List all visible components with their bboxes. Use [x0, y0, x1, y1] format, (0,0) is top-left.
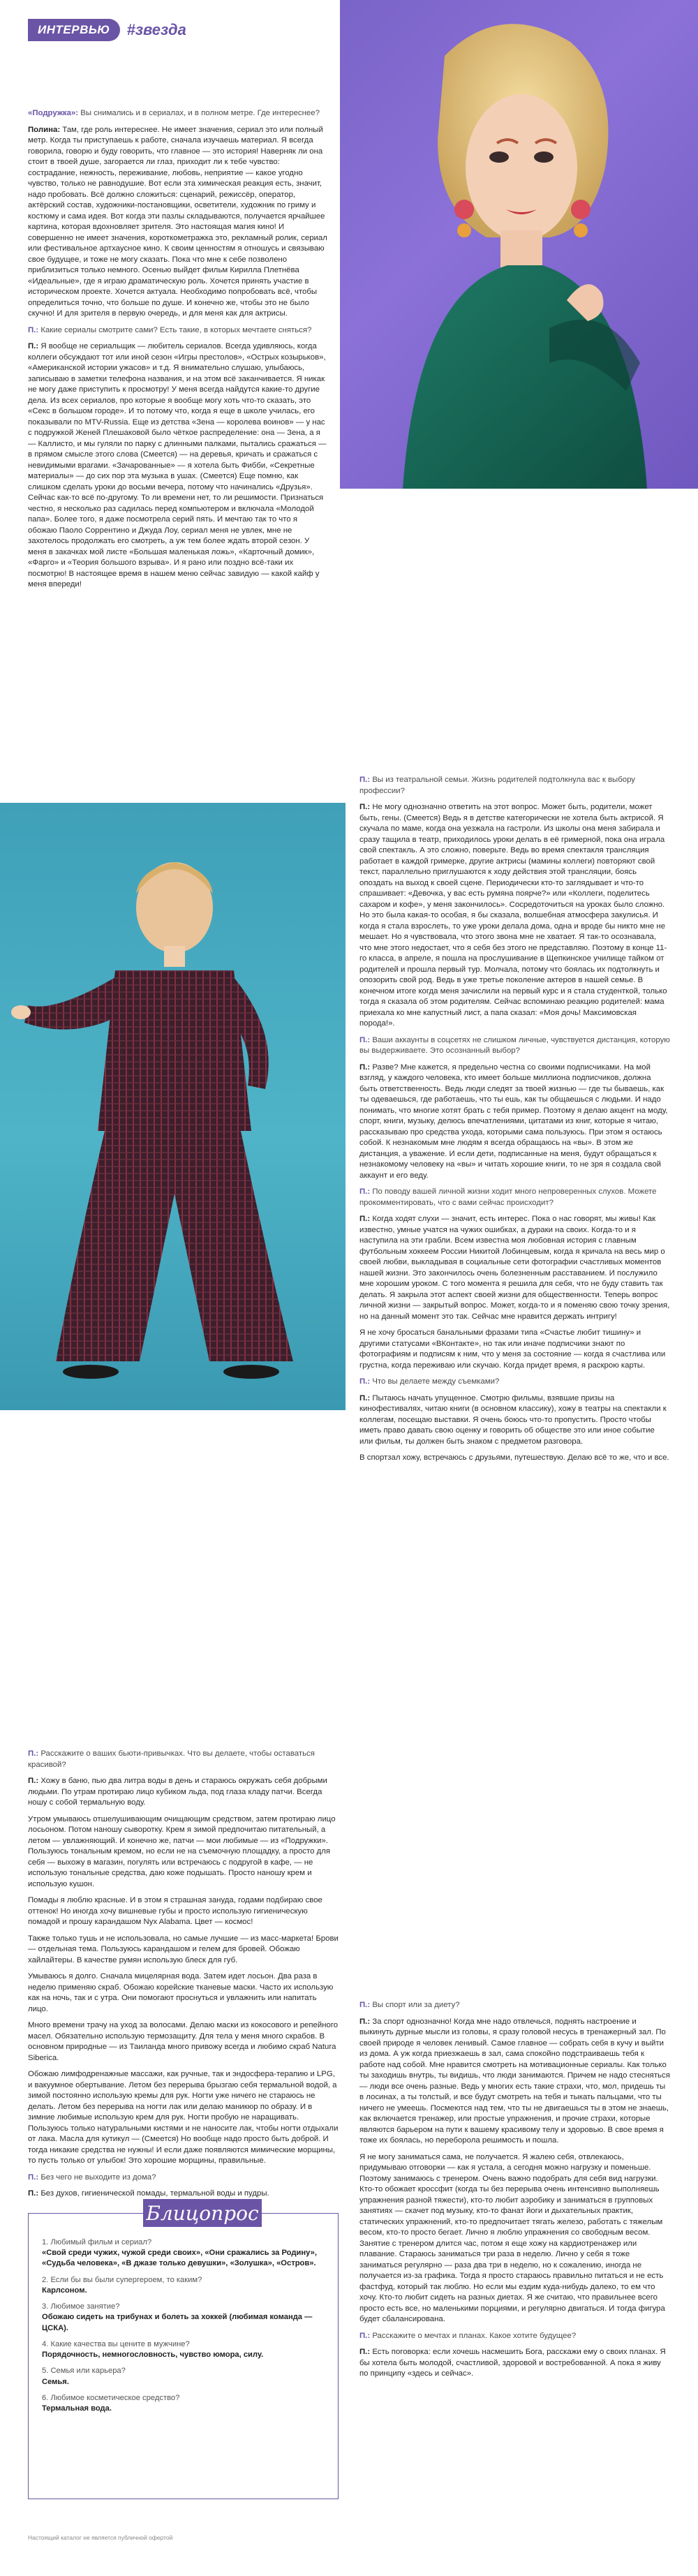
answer: П.: Пытаюсь начать упущенное. Смотрю фильмы, взявшие призы на кинофестивалях, читаю книги (в основном классику), хожу в театры на спектакли к коллегам, посещаю выставки. Я очень боюсь что-то пропустить. Просто чтобы иметь право давать свою оценку и говорить об обществе это или иное событие или фильм, ты должен быть знаком с предметом разговора.: [359, 1393, 667, 1446]
answer: П.: За спорт однозначно! Когда мне надо отвлечься, поднять настроение и выкинуть дурные мысли из головы, я сразу головой несусь в тренажерный зал. По своей природе я человек ленивый. Самое главное — собрать себя в кучу и выйти из дома. А уж когда приезжаешь в зал, сама спокойно подстраиваешь тебя к работе над собой. Мне нравится смотреть на мотивационные сериалы. Как только ты заходишь внутрь, ты видишь, что люди занимаются. Причем не надо стесняться — люди все очень разные. Ведь у многих есть такие страхи, что, мол, придешь ты в лосинах, а ты толстый, и все будут смотреть на тебя и тыкать пальцами, что ты ничего не умеешь. Посмеются над тем, что ты не двигаешься ты в этом не знаешь, как включается тренажер, или простые упражнения, и прочие страхи, которые являются барьером на пути к вашему красивому телу и здоровью. В свое время я тоже их боялась, но переборола решимость и пошла.: [359, 2017, 670, 2145]
paragraph: Обожаю лимфодренажные массажи, как ручные, так и эндосфера-терапию и LPG, и вакуумное обертывание. Летом без перерыва брызгаю себя термальной водой, а зимой постоянно использую кремы для рук. Ногти уже ничего не стараюсь не делать. Летом без перерыва на ногти лак или делаю маникюр по образу. И в зимние любимые использую крем для рук. Ногти пробую не наращивать. Пользуюсь только натуральными кистями и не наносите лак, чтобы ногти отдыхали от лака. Масла для кутикул — (Смеется) Но вообще надо просто быть доброй. И тогда никакие средства не нужны! И если даже появляются мимические морщины, то пусть только от улыбок! Это хорошие морщины, правильные.: [28, 2070, 339, 2165]
answer: П.: Разве? Мне кажется, я предельно честна со своими подписчиками. На мой взгляд, у каждого человека, кто имеет больше миллиона подписчиков, должна быть ответственность. Ведь люди следят за твоей жизнью — где ты бываешь, как ты одеваешься, где работаешь, что ты ешь, как ты общаешься с людьми. И надо понимать, что многие хотят брать с тебя пример. Поэтому я делаю акцент на моду, спорт, книги, музыку, делюсь впечатлениями, цитатами из книг, которые я читаю, рассказываю про средства ухода, которыми сама пользуюсь. При этом я остаюсь собой. К незнакомым мне людям я всегда обращаюсь на «вы». В этом же дистанция, а уважение. И если дети, подписанные на меня, будут обращаться к незнакомому человеку на «вы» и читать хорошие книги, то не зря я создала свой аккаунт и его веду.: [359, 1063, 668, 1180]
answer: П.: Хожу в баню, пью два литра воды в день и стараюсь окружать себя добрыми людьми. По утрам протираю лицо кубиком льда, под глаза кладу патчи. Всегда ношу с собой термальную воду.: [28, 1777, 327, 1807]
answer: П.: Не могу однозначно ответить на этот вопрос. Может быть, родители, может быть, гены. (Смеется) Ведь я в детстве категорически не хотела быть актрисой. Я скучала по маме, когда она уезжала на гастроли. Из школы она меня забирала и сразу тащила в театр, приходилось уроки делать в её гримерной, пока она играла свой спектакль. А это сложно, поверьте. Ведь во время спектакля трансляция работает в каждой гримерке, другие актрисы (мамины коллеги) повторяют свой текст, параллельно приглушаются к ходу действия этой трансляции, боясь опоздать на выход к своей сцене. Периодически кто-то заглядывает и что-то спрашивает: «Девочка, у вас есть румяна поярче?» или «Коллеги, поделитесь сахаром и кофе», у меня закончилось». Сосредоточиться на уроках было сложно. Но это была какая-то особая, я бы сказала, волшебная атмосфера закулисья. И когда я стала взрослеть, то уже уроки делала дома, одна и вроде бы никто мне не мешает. Но я чувствовала, что этого звона мне не хватает. Я так-то осознавала, что мне этого недостает, что я себя без этого не представляю. Поэтому в конце 11-го класса, в апреле, я пошла на прослушивание в Щепкинское училище тайком от родителей и прошла первый тур. Молчала, потому что боялась их подтолкнуть и опозорить свой род. Ведь в уже третье поколение актеров в нашей семье. В конечном итоге когда меня зачислили на первый курс и я стала студенткой, только тогда я сказала об этом родителям. Сейчас вспоминаю реакцию родителей: мама приехала ко мне капустный лист, а папа сказал: «Моя дочь! Максимовская порода!».: [359, 803, 667, 1028]
paragraph: Также только тушь и не использовала, но самые лучшие — из масс-маркета! Брови — отдельная тема. Пользуюсь карандашом и гелем для бровей. Обожаю хайлайтеры. В качестве румян использую блеск для губ.: [28, 1934, 339, 1964]
answer: П.: Когда ходят слухи — значит, есть интерес. Пока о нас говорят, мы живы! Как известно, умные учатся на чужих ошибках, а дураки на своих. Когда-то и я наступила на эти грабли. Всем известна моя любовная история с главным футбольным хоккеем России Никитой Лобинцевым, когда я кричала на весь мир о своей любви, выкладывая в социальные сети фотографии счастливых моментов нашей жизни. Это закончилось очень болезненным расставанием. И послужило мне хорошим уроком. С того момента я решила для себя, что не буду ставить так делать. Я закрыла этот аспект своей жизни для общественности. Теперь вопрос личной жизни — закрытый вопрос. Может, когда-то и я поменяю свою точку зрения, но на данный момент это так. Сейчас мне нравится держать интригу!: [359, 1215, 670, 1321]
section-hashtag: #звезда: [126, 21, 186, 38]
paragraph: Помады я люблю красные. И в этом я страшная зануда, годами подбираю свое оттенок! Но иногда хочу вишневые губы и просто использую гигиеническую помадой и прошу карандашом Nyx Alabama. Цвет — космос!: [28, 1896, 322, 1926]
fullbody-photo: [0, 803, 346, 1410]
answer: П.: Есть поговорка: если хочешь насмешить Бога, расскажи ему о своих планах. Я бы хотела быть молодой, счастливой, здоровой и востребованной. А пока я живу по принципу «здесь и сейчас».: [359, 2348, 666, 2378]
blitz-item: 1. Любимый фильм и сериал? «Свой среди чужих, чужой среди своих», «Они сражались за Родину», «Судьба человека», «В джазе только девушки», «Золушка», «Остров».: [42, 2238, 317, 2268]
blitz-list: [42, 2237, 325, 2420]
paragraph: Умываюсь я долго. Сначала мицелярная вода. Затем идет лосьон. Два раза в неделю применяю скраб. Обожаю корейские тканевые маски. Часто их использую как на ночь, так и с утра. Они помогают проснуться и увлажнить или напитать лицо.: [28, 1972, 334, 2013]
question: П.: Расскажите о мечтах и планах. Какое хотите будущее?: [359, 2331, 577, 2340]
answer: П.: Я вообще не сериальщик — любитель сериалов. Всегда удивляюсь, когда коллеги обсуждают тот или иной сезон «Игры престолов», «Острых козырьков», «Американской истории ужасов» и т.д. Я внимательно слушаю, улыбаюсь, записываю в заметки телефона названия, и на этом всё заканчивается. Я никак не могу даже приступить к просмотру! У меня всегда найдутся какие-то другие дела. Из всех сериалов, про которые я вообще могу хоть что-то сказать, это «Секс в большом городе». И то потому что, когда я еще в школе училась, его показывали по MTV-Russia. Еще из детства «Зена — королева воинов» — у нас с подружкой Женей Плешаковой было чёткое распределение: она — Зена, а я — Каллисто, и мы гуляли по парку с длинными палками, пытались сражаться — в прямом смысле этого слова (Смеется) — на деревья, кричать и сражаться с невидимыми врагами. «Зачарованные» — я хотела быть Фибби, «Секретные материалы» — до сих пор эта музыка в ушах. (Смеется) Еще помню, как слишком сделать уроки до восьми вечера, потому что начинались «Друзья». Сейчас как-то всё по-другому. То ли времени нет, то ли решимости. Признаться честно, я несколько раз садилась перед компьютером и включала «Молодой папа». Более того, я даже посмотрела серий пять. И мечтаю так то что я обожаю Паоло Соррентино и Джуда Лоу, сериал меня не увлек, мне не захотелось продолжать его смотреть, а уж тем более ждать второй сезон. У меня в закачках мой листе «Большая маленькая ложь», «Карточный домик», «Фарго» и «Теория большого взрыва». И я рано или поздно всё-таки их посмотрю! В настоящее время в нашем меню сейчас завидую — какой кайф у меня впереди!: [28, 342, 327, 589]
paragraph: Я не могу заниматься сама, не получается. Я жалею себя, отвлекаюсь, придумываю отговорки — как я устала, а сегодня можно нагрузку и поменьше. Поэтому занимаюсь с тренером. Очень важно подобрать для себя вид нагрузки. Кто-то обожает кроссфит (когда ты без перерыва очень интенсивно выполняешь упражнения разной тяжести), кто-то любит аэробику и заниматься в групповых занятиях — скачет под музыку, кто-то фанат йоги и дыхательных практик, статических упражнений, кто-то предпочитает тягать железо, работать с тяжелым весом, кто-то просто бегает. Лично я люблю упражнения со свободным весом. Занятие с тренером длится час, потом я еще хожу на кардиотренажер или плавание. Стараюсь заниматься три раза в неделю. Лично у себя я тоже заниматься регулярно — раза два три в неделю, но к сожалению, иногда не получается из-за графика. Тогда я просто стараюсь правильно питаться и не есть фастфуд, который так люблю. Но если мы ездим куда-нибудь далеко, то ем что хочу. Кто-то любит сидеть на разных диетах. Я же считаю, что правильнее всего просто есть все, но маленькими порциями, и регулярно двигаться. И тогда фигура будет сбалансирована.: [359, 2152, 665, 2323]
text-column-2: [359, 775, 670, 1470]
paragraph: Я не хочу бросаться банальными фразами типа «Счастье любит тишину» и другими статусами «ВКонтакте», но так или иначе подписчики знают по фотографиям и подписям к ним, что у меня за состояние — когда я счастлива или грустна, когда переживаю или скучаю. Когда придет время, я раскрою карты.: [359, 1328, 666, 1370]
paragraph: Много времени трачу на уход за волосами. Делаю маски из кокосового и репейного масел. Обязательно использую термозащиту. Для тела у меня много скрабов. В основном природные — из Таиланда много привожу всегда и любимо скраб Natura Siberica.: [28, 2021, 339, 2062]
blitz-title: Блицопрос: [143, 2199, 262, 2227]
question: П.: Расскажите о ваших бьюти-привычках. Что вы делаете, чтобы оставаться красивой?: [28, 1749, 315, 1769]
question: П.: По поводу вашей личной жизни ходит много непроверенных слухов. Можете прокомментировать, что с вами сейчас происходит?: [359, 1187, 657, 1207]
blitz-item: 2. Если бы вы были супергероем, то каким? Карлсоном.: [42, 2275, 202, 2295]
text-column-4: [359, 2000, 670, 2385]
answer: Полина: Там, где роль интереснее. Не имеет значения, сериал это или полный метр. Когда ты приступаешь к работе, сначала изучаешь материал. Я всегда говорила, говорю и буду говорить, что главное — это история! Наверняк ли она стоит в твоей душе, загорается ли глаз, приходит ли к тебе чувство: сострадание, нежность, переживание, любовь, неприятие — какое угодно чувство, только не равнодушие. Вот если эта химическая реакция есть, значит, надо пробовать. Всё должно сложиться: сценарий, режиссёр, оператор, актёрский состав, художники-постановщики, осветители, художник по гриму и костюму и сама идея. Вот когда эти пазлы складываются, получается ярчайшее картина, которая вдохновляет зрителя. Это настоящая магия кино! И совершенно не имеет значения, короткометражка это, рекламный ролик, сериал или фестивальное артхаусное кино. К своим ценностям я отношусь и связываю свое будущее, и тоже не могу сказать. Пока что мне к себе позволено приблизиться только немного. Осенью выйдет фильм Кирилла Плетнёва «Идеальные», где я играю драматическую роль. Хочется принять участие в историческом проекте. Хочется актуала. Необходимо попробовать всё, чтобы определиться точно, что больше по душе. И конечно же, чтобы это не было скучно! И для зрителя в первую очередь, и для меня как для актрисы.: [28, 125, 327, 318]
question: П.: Без чего не выходите из дома?: [28, 2172, 156, 2182]
section-header: [28, 20, 186, 40]
question: «Подружка»: Вы снимались и в сериалах, и в полном метре. Где интереснее?: [28, 109, 320, 117]
question: П.: Вы из театральной семьи. Жизнь родителей подтолкнула вас к выбору профессии?: [359, 776, 635, 795]
question: П.: Какие сериалы смотрите сами? Есть такие, в которых мечтаете сняться?: [28, 325, 312, 334]
text-column-1: [28, 108, 328, 596]
section-badge: ИНТЕРВЬЮ: [28, 19, 120, 41]
paragraph: Утром умываюсь отшелушивающим очищающим средством, затем протираю лицо лосьоном. Потом наношу сыворотку. Крем я зимой предпочитаю питательный, а летом — увлажняющий. И конечно же, патчи — мои любимые — из «Подружки». Пользуюсь тональным кремом, но если не на съемочную площадку, а просто для себя — выхожу в магазин, погулять или встречаюсь с подругой в кафе, — не использую тональные средства, даю коже подышать. Просто наношу крем и использую кушон.: [28, 1814, 336, 1888]
answer: П.: Без духов, гигиенической помады, термальной воды и пудры.: [28, 2189, 269, 2198]
question: П.: Что вы делаете между съемками?: [359, 1377, 500, 1386]
paragraph: В спортзал хожу, встречаюсь с друзьями, путешествую. Делаю всё то же, что и все.: [359, 1453, 669, 1462]
portrait-photo: [340, 0, 698, 489]
footer-disclaimer: Настоящий каталог не является публичной офертой: [28, 2534, 173, 2541]
blitz-item: 5. Семья или карьера? Семья.: [42, 2367, 126, 2386]
blitz-item: 3. Любимое занятие? Обожаю сидеть на трибунах и болеть за хоккей (любимая команда — ЦСКА).: [42, 2302, 313, 2332]
portrait-illustration: [340, 0, 698, 489]
blitz-item: 4. Какие качества вы цените в мужчине? Порядочность, немногословность, чувство юмора, силу.: [42, 2339, 264, 2360]
fullbody-illustration: [0, 803, 346, 1410]
text-column-3: [28, 1749, 339, 2205]
blitz-item: 6. Любимое косметическое средство? Термальная вода.: [42, 2393, 180, 2413]
question: П.: Вы спорт или за диету?: [359, 2001, 460, 2009]
question: П.: Ваши аккаунты в соцсетях не слишком личные, чувствуется дистанция, которую вы выдерживаете. Это осознанный выбор?: [359, 1035, 670, 1055]
